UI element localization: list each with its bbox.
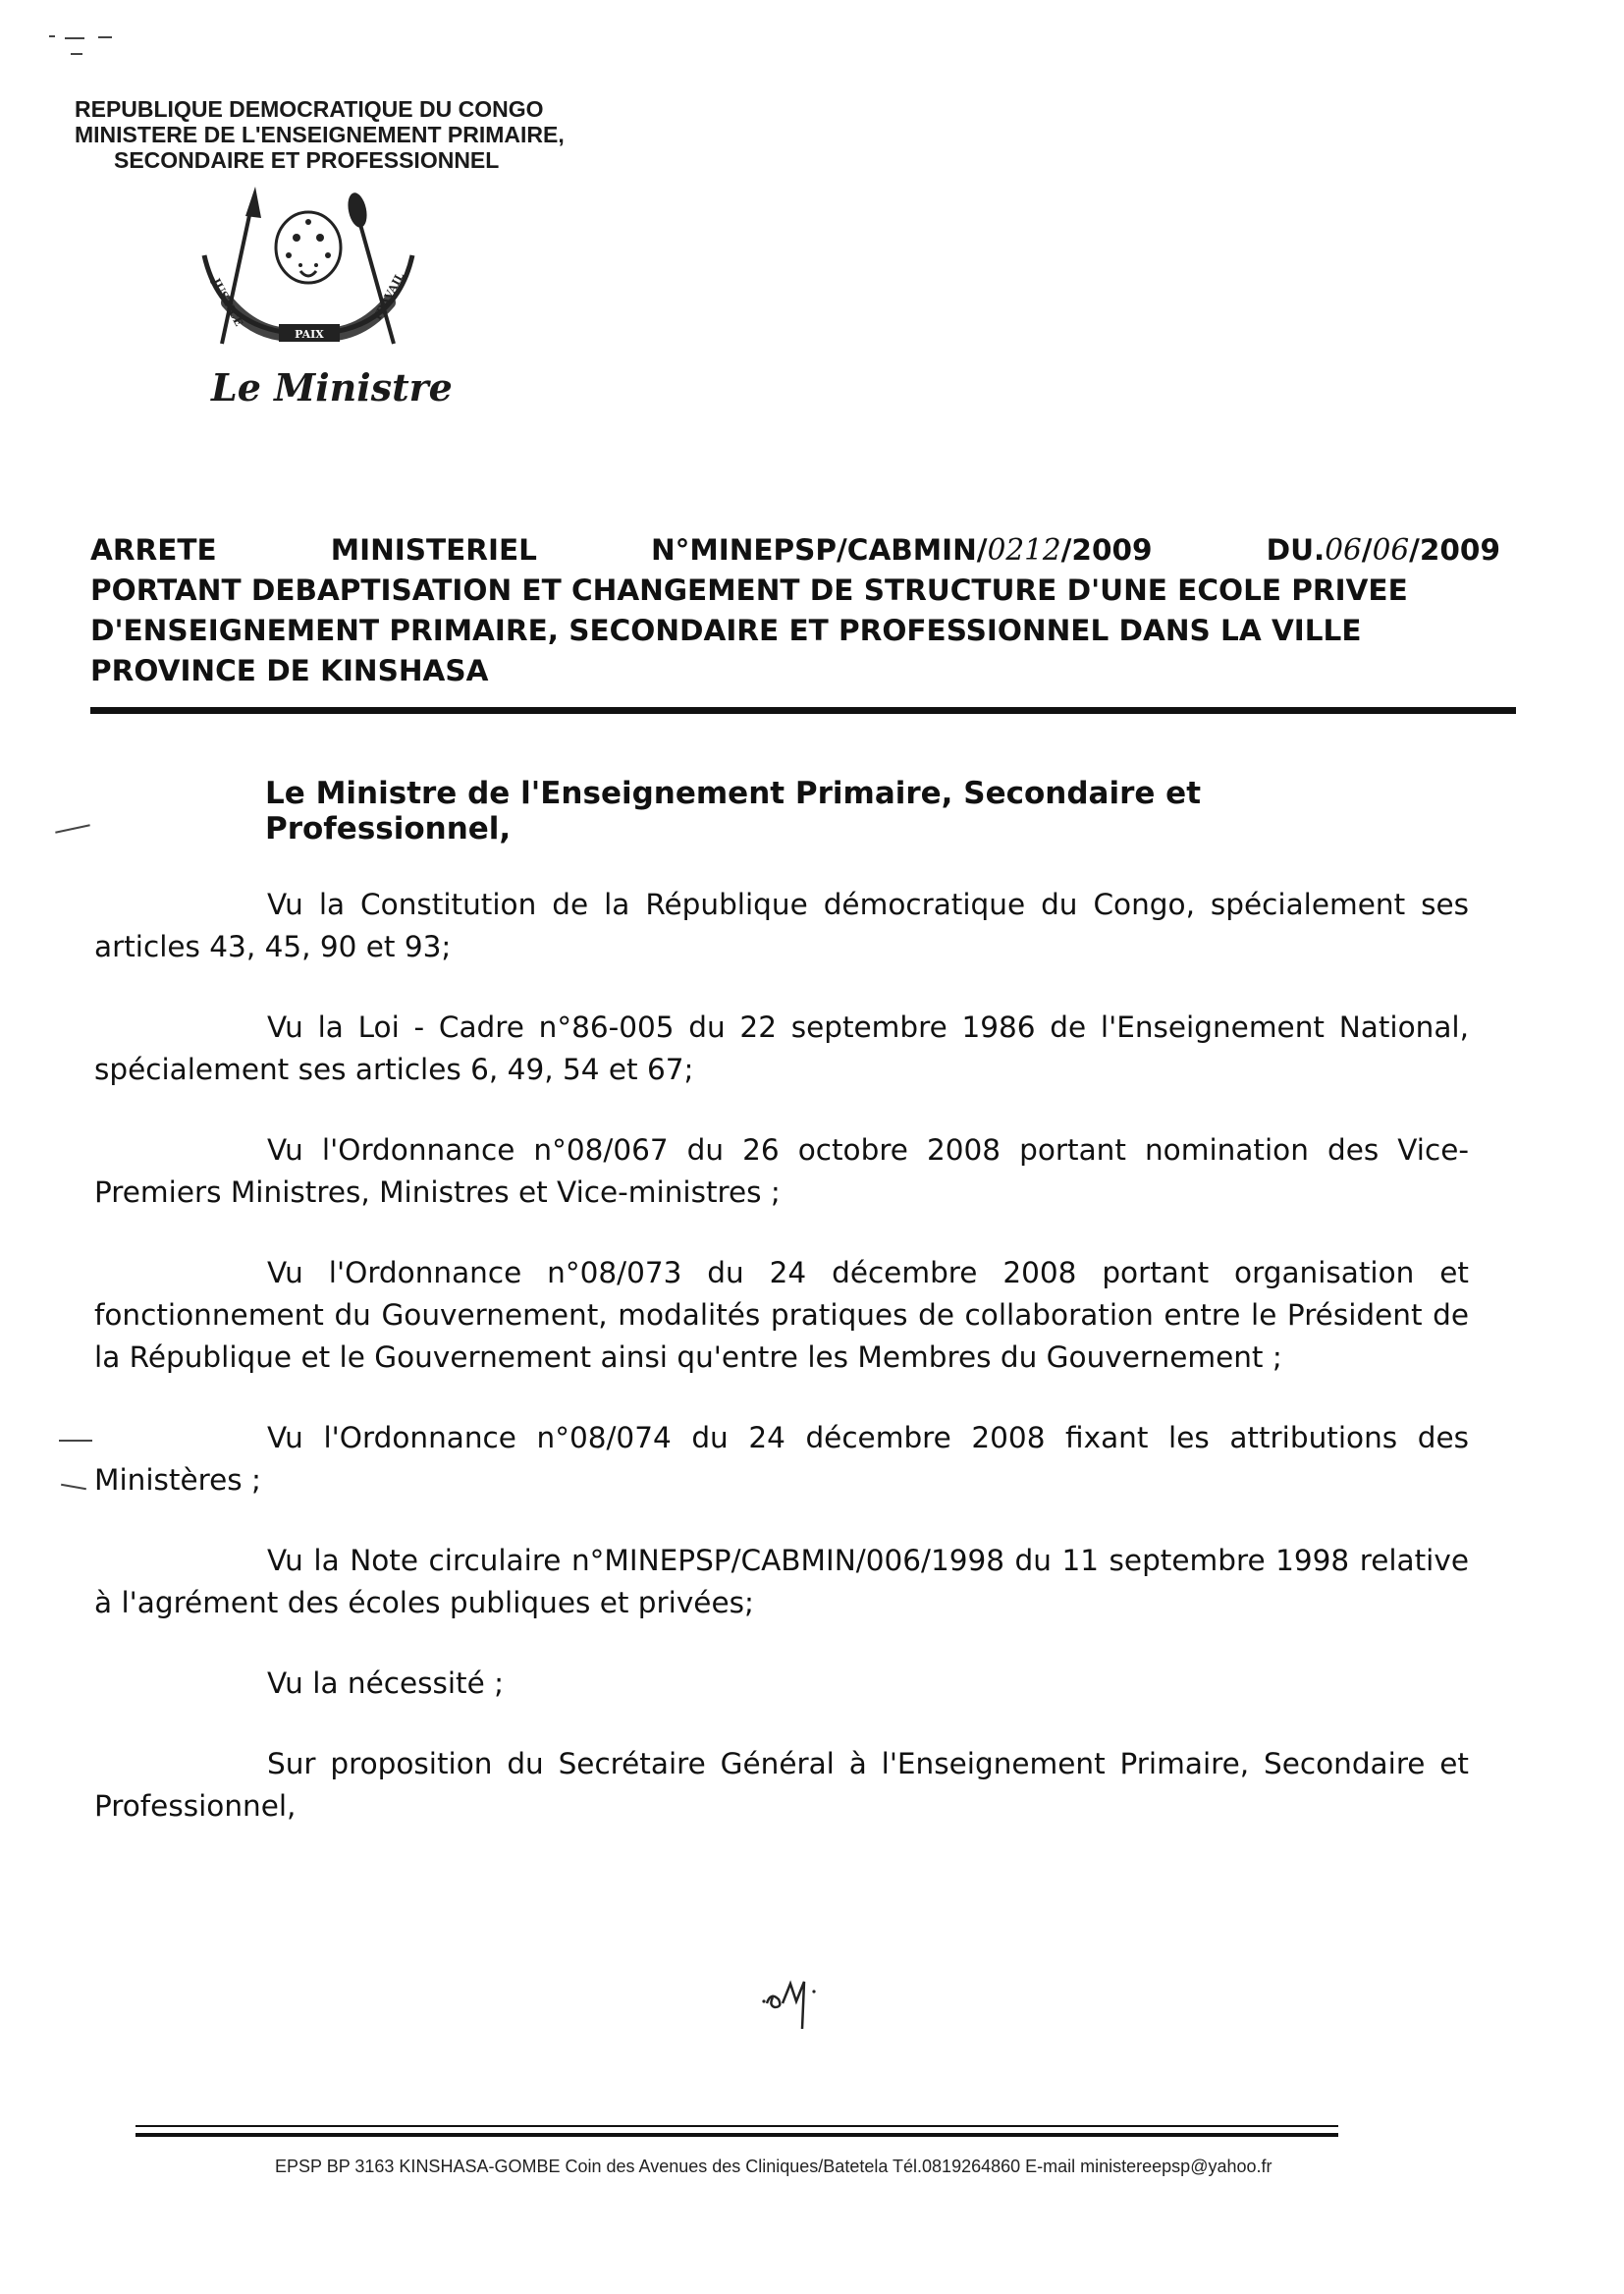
ministeriel-label: MINISTERIEL [330, 533, 537, 567]
scan-speck [49, 35, 55, 37]
scan-speck [65, 37, 84, 39]
letterhead-ministry: MINISTERE DE L'ENSEIGNEMENT PRIMAIRE, [75, 122, 565, 147]
arrete-line-1 [90, 530, 1500, 571]
arrete-number: N°MINEPSP/CABMIN/0212/2009 [650, 533, 1153, 567]
initials-signature-icon [761, 1974, 830, 2033]
consideration-paragraph: Vu l'Ordonnance n°08/074 du 24 décembre 2008 fixant les attributions des Ministères ; [94, 1421, 1469, 1497]
scan-speck [59, 1440, 92, 1442]
handwritten-day: 06 [1325, 533, 1362, 567]
motto-right: TRAVAIL [370, 270, 407, 324]
coat-of-arms-icon [183, 187, 438, 354]
handwritten-month: 06 [1372, 533, 1410, 567]
consideration-paragraph: Vu la Constitution de la République démocratique du Congo, spécialement ses articles 43, 45, 90 et 93; [94, 888, 1469, 963]
minister-title: Le Ministre de l'Enseignement Primaire, Secondaire et Professionnel, [265, 776, 1202, 847]
consideration-paragraph: Vu la Note circulaire n°MINEPSP/CABMIN/006/1998 du 11 septembre 1998 relative à l'agrément des écoles publiques et privées; [94, 1544, 1469, 1619]
arrete-date: DU.06/06/2009 [1266, 533, 1500, 567]
handwritten-number: 0212 [987, 533, 1061, 567]
scan-speck [71, 53, 82, 55]
motto-center: PAIX [295, 328, 324, 341]
considerations [94, 884, 1469, 1866]
motto-left: JUSTICE [209, 276, 245, 329]
scan-speck [55, 824, 90, 833]
letterhead-country: REPUBLIQUE DEMOCRATIQUE DU CONGO [75, 96, 544, 122]
consideration-paragraph: Vu la Loi - Cadre n°86-005 du 22 septembre 1986 de l'Enseignement National, spécialement ses articles 6, 49, 54 et 67; [94, 1010, 1469, 1086]
arrete-label: ARRETE [90, 533, 217, 567]
consideration-paragraph: Vu l'Ordonnance n°08/067 du 26 octobre 2008 portant nomination des Vice-Premiers Ministres, Ministres et Vice-ministres ; [94, 1133, 1469, 1209]
footer-divider-thin [135, 2125, 1338, 2127]
arrete-line-4: PROVINCE DE KINSHASA [90, 654, 489, 687]
scan-speck [98, 36, 112, 38]
consideration-paragraph: Vu l'Ordonnance n°08/073 du 24 décembre 2008 portant organisation et fonctionnement du Gouvernement, modalités pratiques de collaboration entre le Président de la République et le Gouvernement ainsi qu'entre les Membres du Gouvernement ; [94, 1256, 1469, 1374]
ministre-signature: Le Ministre [211, 365, 453, 410]
letterhead-ministry-cont: SECONDAIRE ET PROFESSIONNEL [114, 147, 500, 173]
footer-address: EPSP BP 3163 KINSHASA-GOMBE Coin des Avenues des Cliniques/Batetela Tél.0819264860 E-mail ministereepsp@yahoo.fr [275, 2157, 1272, 2176]
heading-divider [90, 707, 1516, 714]
consideration-paragraph: Sur proposition du Secrétaire Général à l'Enseignement Primaire, Secondaire et Professionnel, [94, 1747, 1469, 1823]
footer-divider-thick [135, 2133, 1338, 2137]
consideration-paragraph: Vu la nécessité ; [267, 1666, 505, 1700]
arrete-line-2: PORTANT DEBAPTISATION ET CHANGEMENT DE STRUCTURE D'UNE ECOLE PRIVEE [90, 574, 1408, 607]
arrete-heading [90, 530, 1500, 691]
letterhead [75, 96, 624, 173]
scan-speck [61, 1484, 86, 1490]
arrete-line-3: D'ENSEIGNEMENT PRIMAIRE, SECONDAIRE ET PROFESSIONNEL DANS LA VILLE [90, 614, 1362, 647]
